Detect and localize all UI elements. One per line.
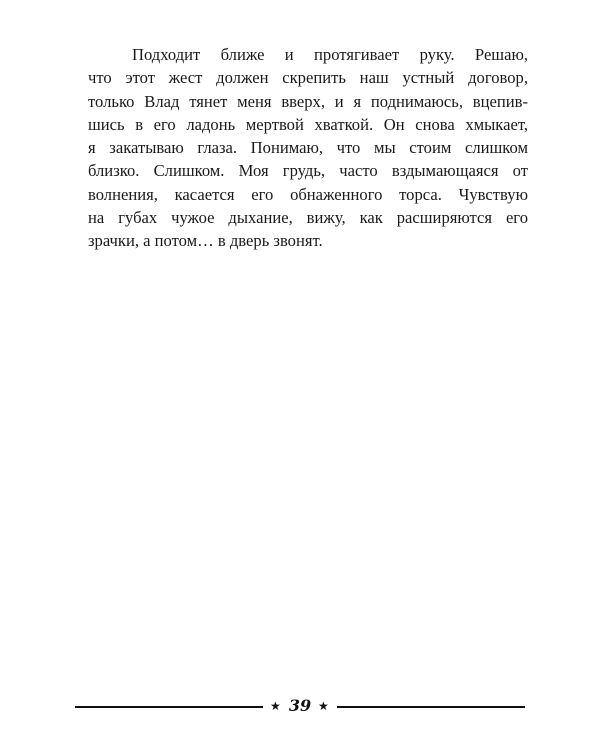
text-line-6: близко. Слишком. Моя грудь, часто вздымающаяся от [88,161,528,181]
text-line-2: что этот жест должен скрепить наш устный договор, [88,68,528,88]
text-line-4: шись в его ладонь мертвой хваткой. Он снова хмыкает, [88,114,528,134]
footer-rule-left [75,706,263,708]
text-line-8: на губах чужое дыхание, вижу, как расширяются его [88,208,528,228]
text-line-1: Подходит ближе и протягивает руку. Решаю, [132,45,528,64]
text-line-7: волнения, касается его обнаженного торса. Чувствую [88,184,528,204]
text-line-5: я закатываю глаза. Понимаю, что мы стоим слишком [88,138,528,158]
page-number: 39 [288,696,312,715]
star-icon: ★ [318,699,329,713]
star-icon: ★ [270,699,281,713]
footer-rule-right [337,706,525,708]
text-line-3: только Влад тянет меня вверх, и я поднимаюсь, вцепив- [88,91,528,111]
text-line-9: зрачки, а потом… в дверь звонят. [88,231,323,251]
page-footer [75,696,525,718]
body-paragraph [88,43,528,253]
